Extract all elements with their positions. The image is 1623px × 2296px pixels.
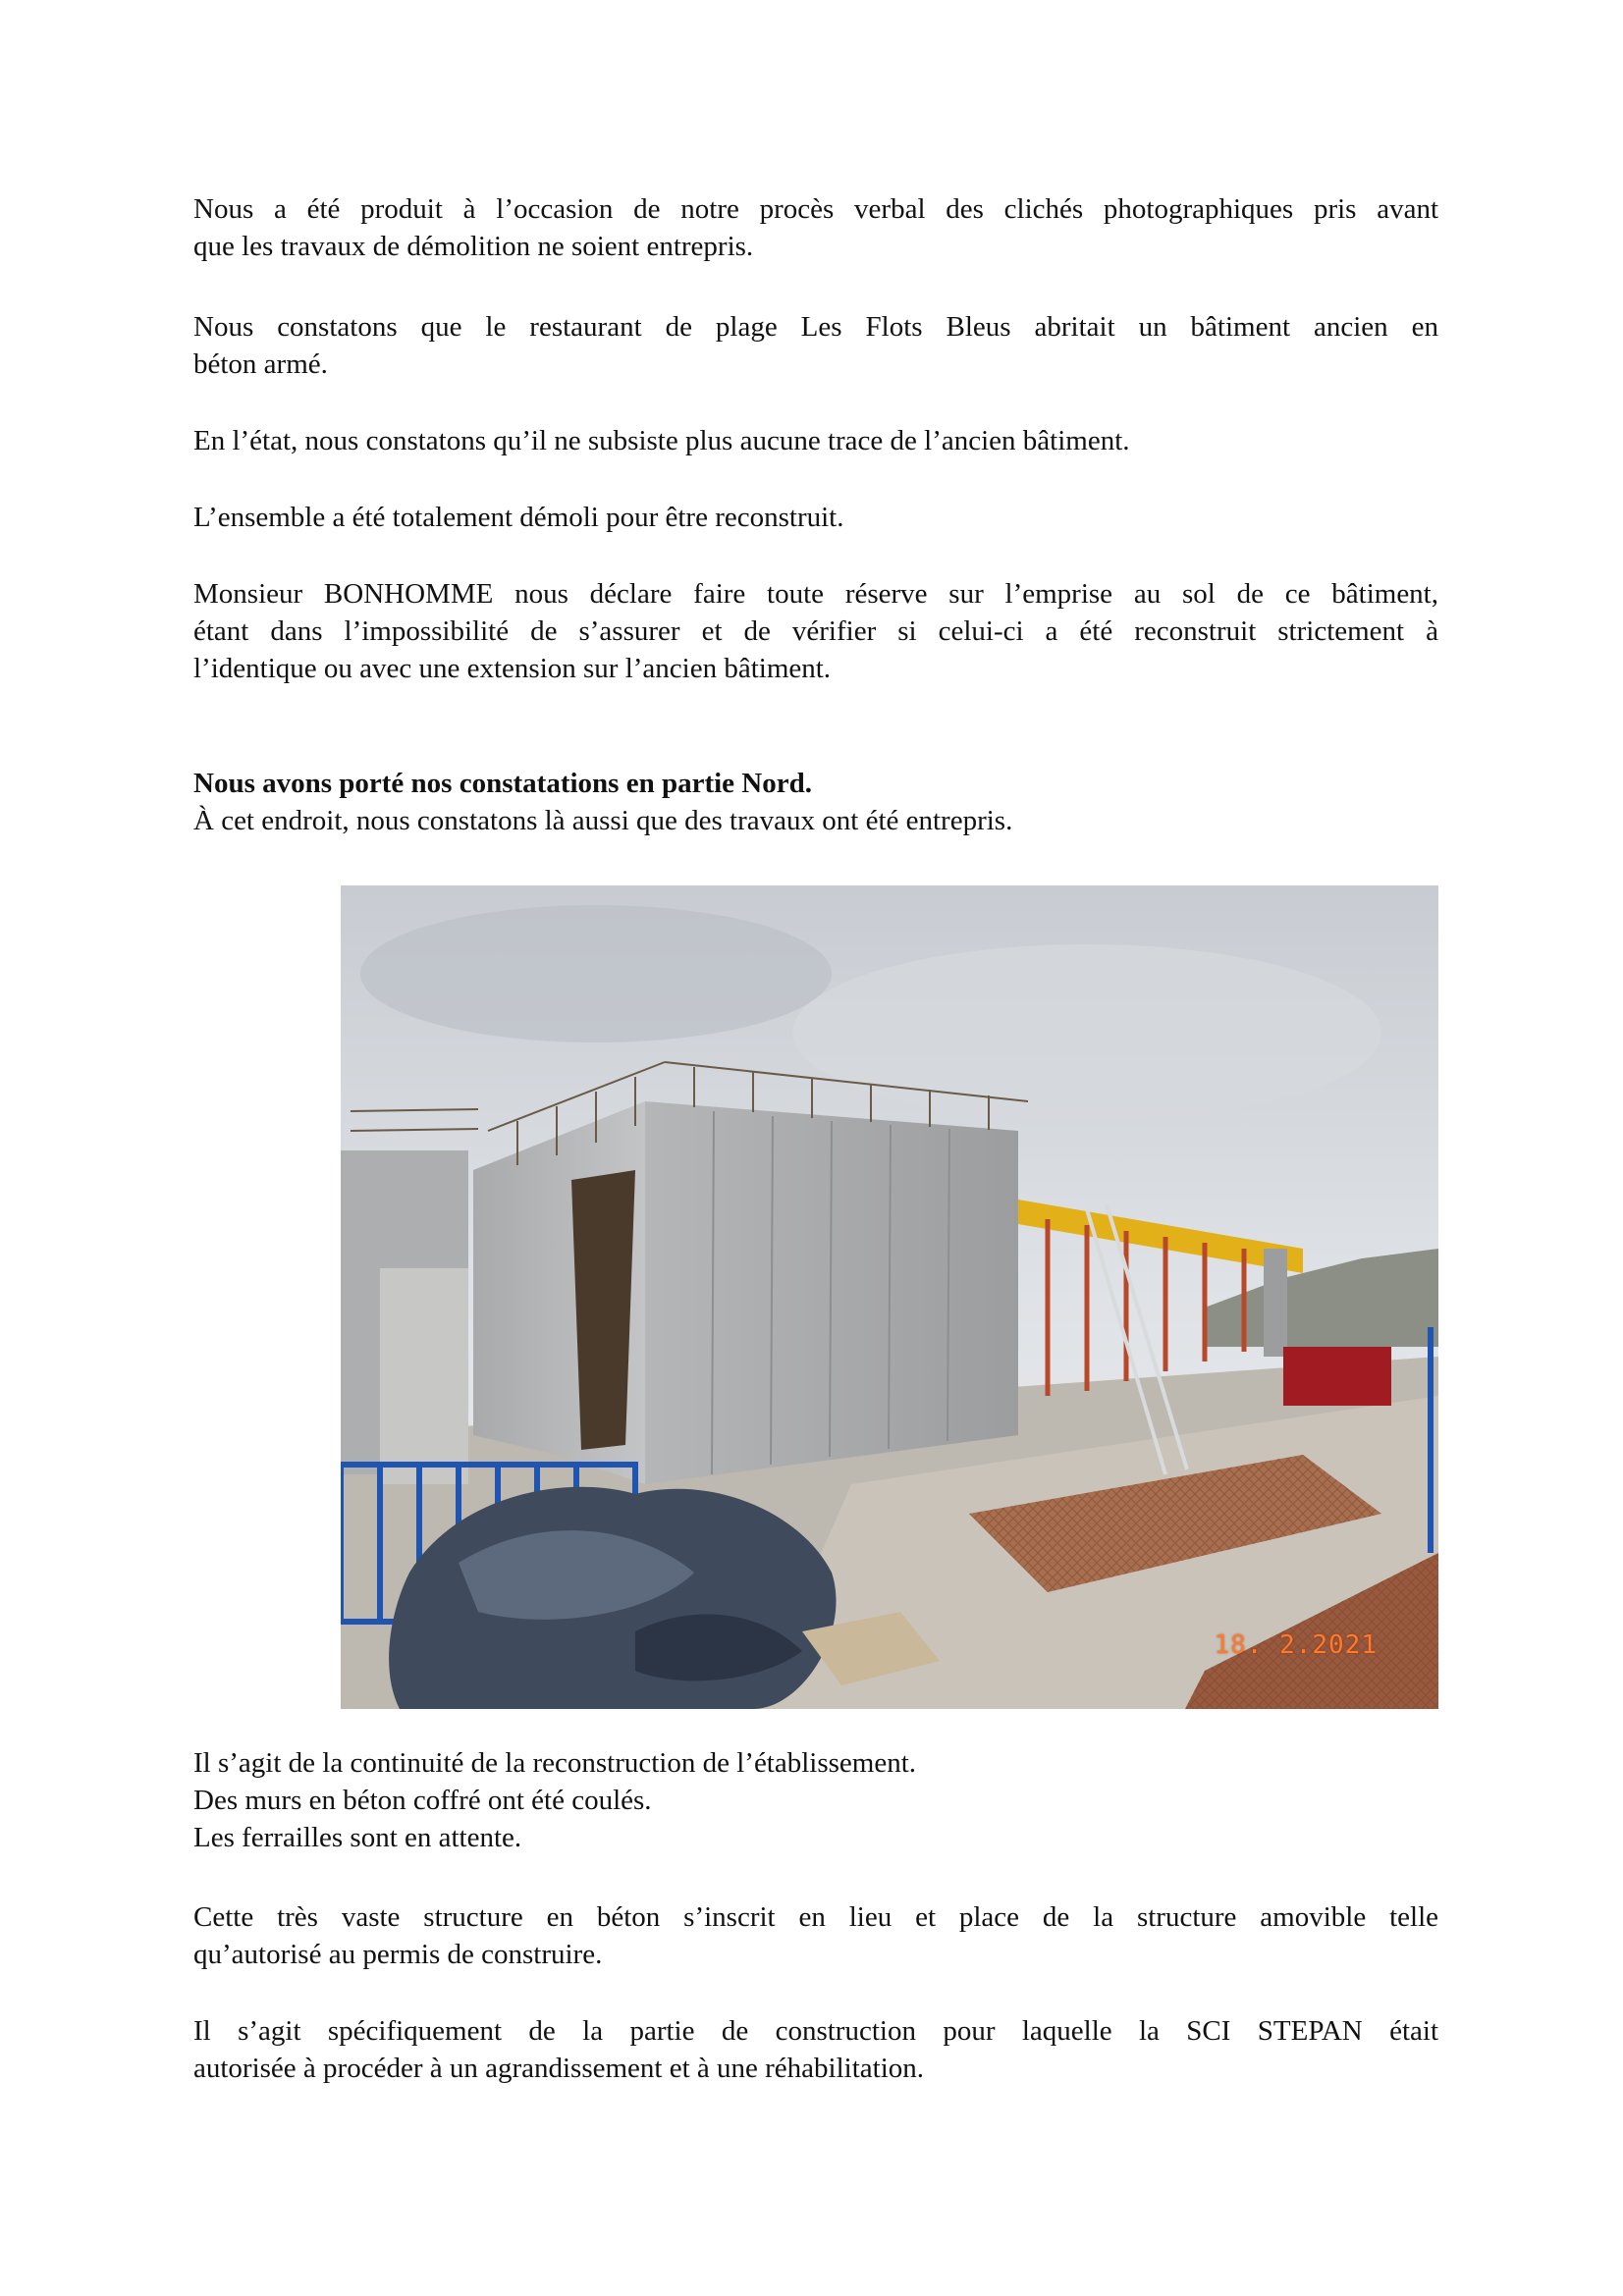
paragraph-old-building: [193, 308, 1438, 383]
text-line: l’identique ou avec une extension sur l’ancien bâtiment.: [193, 653, 832, 684]
text-line: Les ferrailles sont en attente.: [193, 1822, 522, 1853]
construction-photo: [341, 885, 1438, 1709]
paragraph-continuity: [193, 1744, 1438, 1856]
text-line: À cet endroit, nous constatons là aussi que des travaux ont été entrepris.: [193, 805, 1013, 836]
text-line: En l’état, nous constatons qu’il ne subsiste plus aucune trace de l’ancien bâtiment.: [193, 425, 1130, 456]
text-line: Il s’agit de la continuité de la reconstruction de l’établissement.: [193, 1747, 917, 1779]
text-line: Monsieur BONHOMME nous déclare faire toute réserve sur l’emprise au sol de ce bâtiment,: [193, 578, 1438, 610]
photo-date-stamp: 18. 2.2021: [1214, 1630, 1378, 1660]
paragraph-demolished: [193, 499, 1438, 536]
text-line: Cette très vaste structure en béton s’inscrit en lieu et place de la structure amovible telle: [193, 1901, 1438, 1933]
section-north: [193, 765, 1438, 839]
text-line: Nous constatons que le restaurant de plage Les Flots Bleus abritait un bâtiment ancien en: [193, 311, 1438, 343]
paragraph-vast-structure: [193, 1898, 1438, 1973]
text-line: Il s’agit spécifiquement de la partie de construction pour laquelle la SCI STEPAN était: [193, 2015, 1438, 2047]
text-line: étant dans l’impossibilité de s’assurer et de vérifier si celui-ci a été reconstruit strictement à: [193, 615, 1438, 647]
section-heading: Nous avons porté nos constatations en partie Nord.: [193, 768, 812, 799]
text-line: Des murs en béton coffré ont été coulés.: [193, 1785, 652, 1816]
paragraph-sci-stepan: [193, 2012, 1438, 2087]
text-line: L’ensemble a été totalement démoli pour être reconstruit.: [193, 502, 844, 533]
text-line: que les travaux de démolition ne soient entrepris.: [193, 231, 754, 262]
construction-site-illustration: [341, 885, 1438, 1709]
text-line: qu’autorisé au permis de construire.: [193, 1939, 603, 1970]
text-line: béton armé.: [193, 348, 328, 380]
text-line: autorisée à procéder à un agrandissement et à une réhabilitation.: [193, 2053, 925, 2084]
paragraph-no-trace: [193, 422, 1438, 459]
paragraph-photos-produced: [193, 190, 1438, 265]
paragraph-reserve: [193, 575, 1438, 687]
text-line: Nous a été produit à l’occasion de notre procès verbal des clichés photographiques pris avant: [193, 193, 1438, 225]
